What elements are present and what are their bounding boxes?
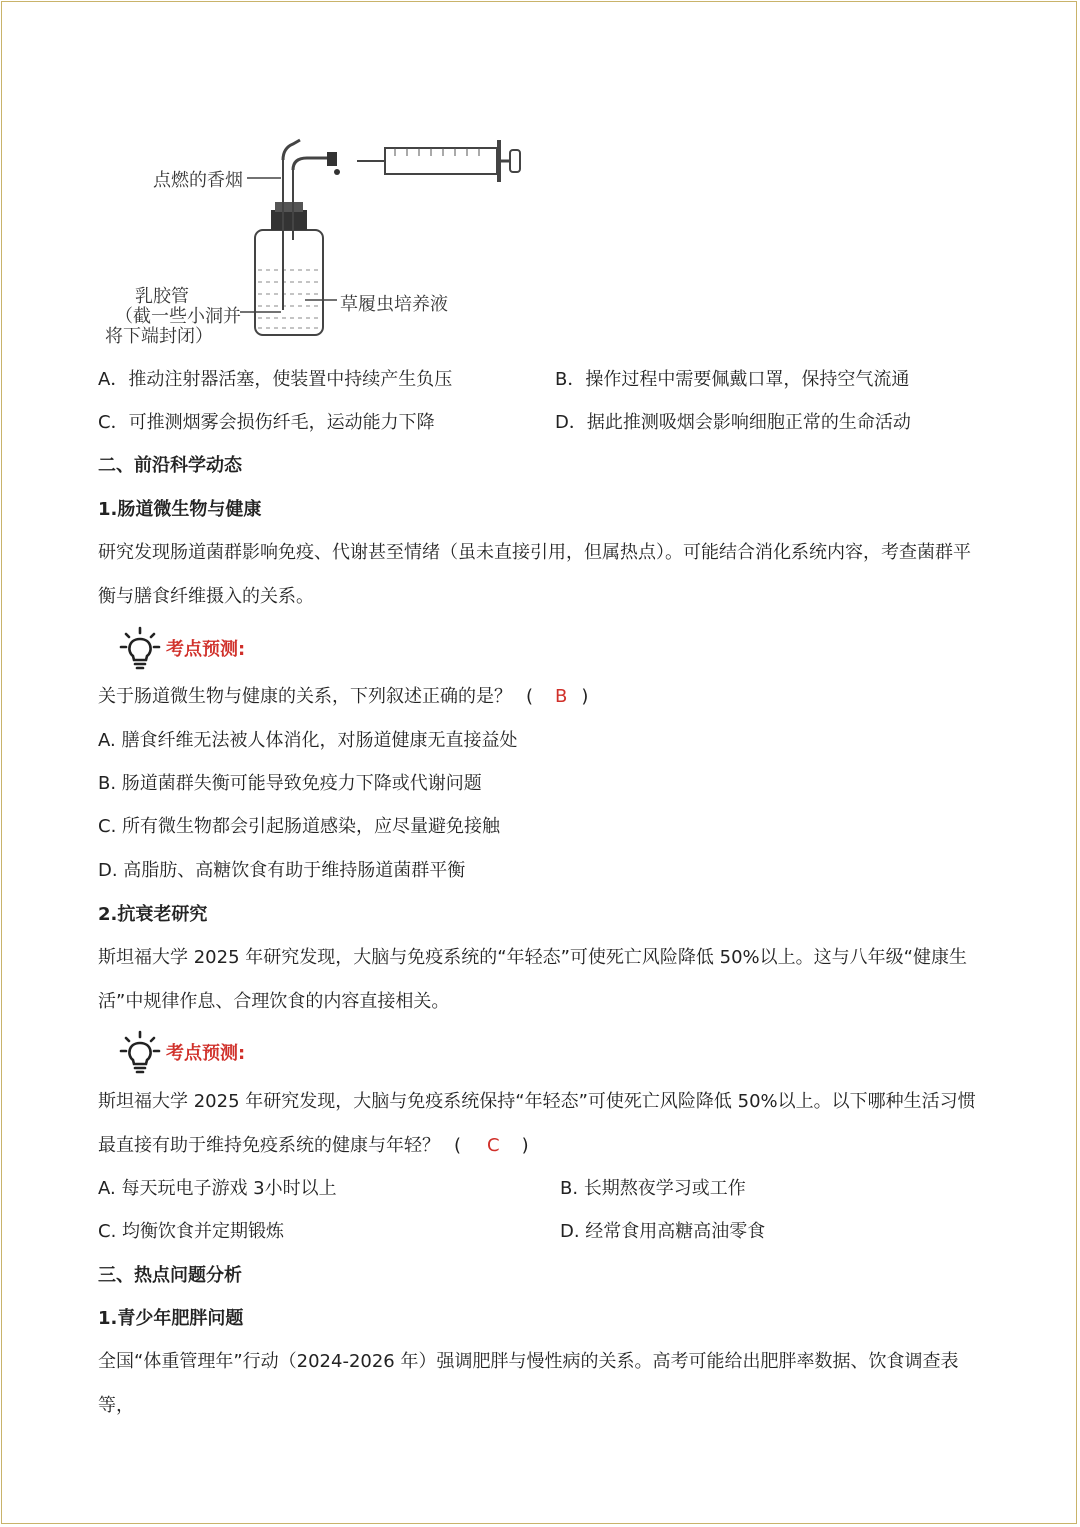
q3-option-d: D. 经常食用高糖高油零食	[560, 1221, 766, 1242]
subsection-2-1-heading: 1.肠道微生物与健康	[98, 499, 262, 520]
section-2-heading: 二、前沿科学动态	[98, 455, 242, 476]
section-3-heading: 三、热点问题分析	[98, 1265, 242, 1286]
q3-paren-close: )	[521, 1135, 529, 1156]
prediction-tip-1	[118, 626, 245, 670]
prediction-tip-2	[118, 1030, 245, 1074]
q2-option-a: A. 膳食纤维无法被人体消化，对肠道健康无直接益处	[98, 730, 518, 751]
lightbulb-icon	[118, 626, 162, 670]
label-paramecium-culture: 草履虫培养液	[340, 294, 448, 315]
q2-paren-close: )	[581, 686, 589, 707]
apparatus-figure	[95, 130, 565, 350]
label-cigarette: 点燃的香烟	[153, 170, 243, 191]
subsection-2-2-paragraph: 斯坦福大学 2025 年研究发现，大脑与免疫系统的“年轻态”可使死亡风险降低 50%以上。这与八年级“健康生活”中规律作息、合理饮食的内容直接相关。	[98, 947, 967, 1012]
lightbulb-icon	[118, 1030, 162, 1074]
q3-option-b: B. 长期熬夜学习或工作	[560, 1178, 746, 1199]
q3-answer: C	[487, 1135, 500, 1156]
q3-paren-open: (	[454, 1135, 462, 1156]
q3-option-a: A. 每天玩电子游戏 3小时以上	[98, 1178, 337, 1199]
subsection-3-1-paragraph: 全国“体重管理年”行动（2024-2026 年）强调肥胖与慢性病的关系。高考可能给出肥胖率数据、饮食调查表等，	[98, 1351, 959, 1416]
q2-option-d: D. 高脂肪、高糖饮食有助于维持肠道菌群平衡	[98, 860, 466, 881]
q2-option-c: C. 所有微生物都会引起肠道感染，应尽量避免接触	[98, 816, 501, 837]
prediction-tip-2-label: 考点预测:	[166, 1043, 246, 1064]
subsection-2-2-heading: 2.抗衰老研究	[98, 904, 208, 925]
q2-option-b: B. 肠道菌群失衡可能导致免疫力下降或代谢问题	[98, 773, 482, 794]
label-latex-tube-1: 乳胶管	[135, 286, 189, 307]
prediction-tip-1-label: 考点预测:	[166, 639, 246, 660]
q1-option-c: C．可推测烟雾会损伤纤毛，运动能力下降	[98, 412, 435, 433]
subsection-3-1-heading: 1.青少年肥胖问题	[98, 1308, 244, 1329]
q2-paren-open: (	[526, 686, 534, 707]
q1-option-b: B．操作过程中需要佩戴口罩，保持空气流通	[555, 369, 910, 390]
subsection-2-1-paragraph: 研究发现肠道菌群影响免疫、代谢甚至情绪（虽未直接引用，但属热点）。可能结合消化系统内容，考查菌群平衡与膳食纤维摄入的关系。	[98, 542, 971, 607]
q1-option-a: A．推动注射器活塞，使装置中持续产生负压	[98, 369, 453, 390]
q3-stem-text: 斯坦福大学 2025 年研究发现，大脑与免疫系统保持“年轻态”可使死亡风险降低 50%以上。以下哪种生活习惯最直接有助于维持免疫系统的健康与年轻？	[98, 1091, 976, 1156]
label-latex-tube-2: （截一些小洞并	[115, 306, 241, 327]
q3-stem	[98, 1080, 988, 1168]
q2-stem-text: 关于肠道微生物与健康的关系，下列叙述正确的是？	[98, 686, 512, 707]
q1-option-d: D．据此推测吸烟会影响细胞正常的生命活动	[555, 412, 911, 433]
label-latex-tube-3: 将下端封闭）	[105, 326, 213, 347]
q2-stem	[98, 685, 588, 709]
q3-option-c: C. 均衡饮食并定期锻炼	[98, 1221, 285, 1242]
q2-answer: B	[555, 686, 568, 707]
